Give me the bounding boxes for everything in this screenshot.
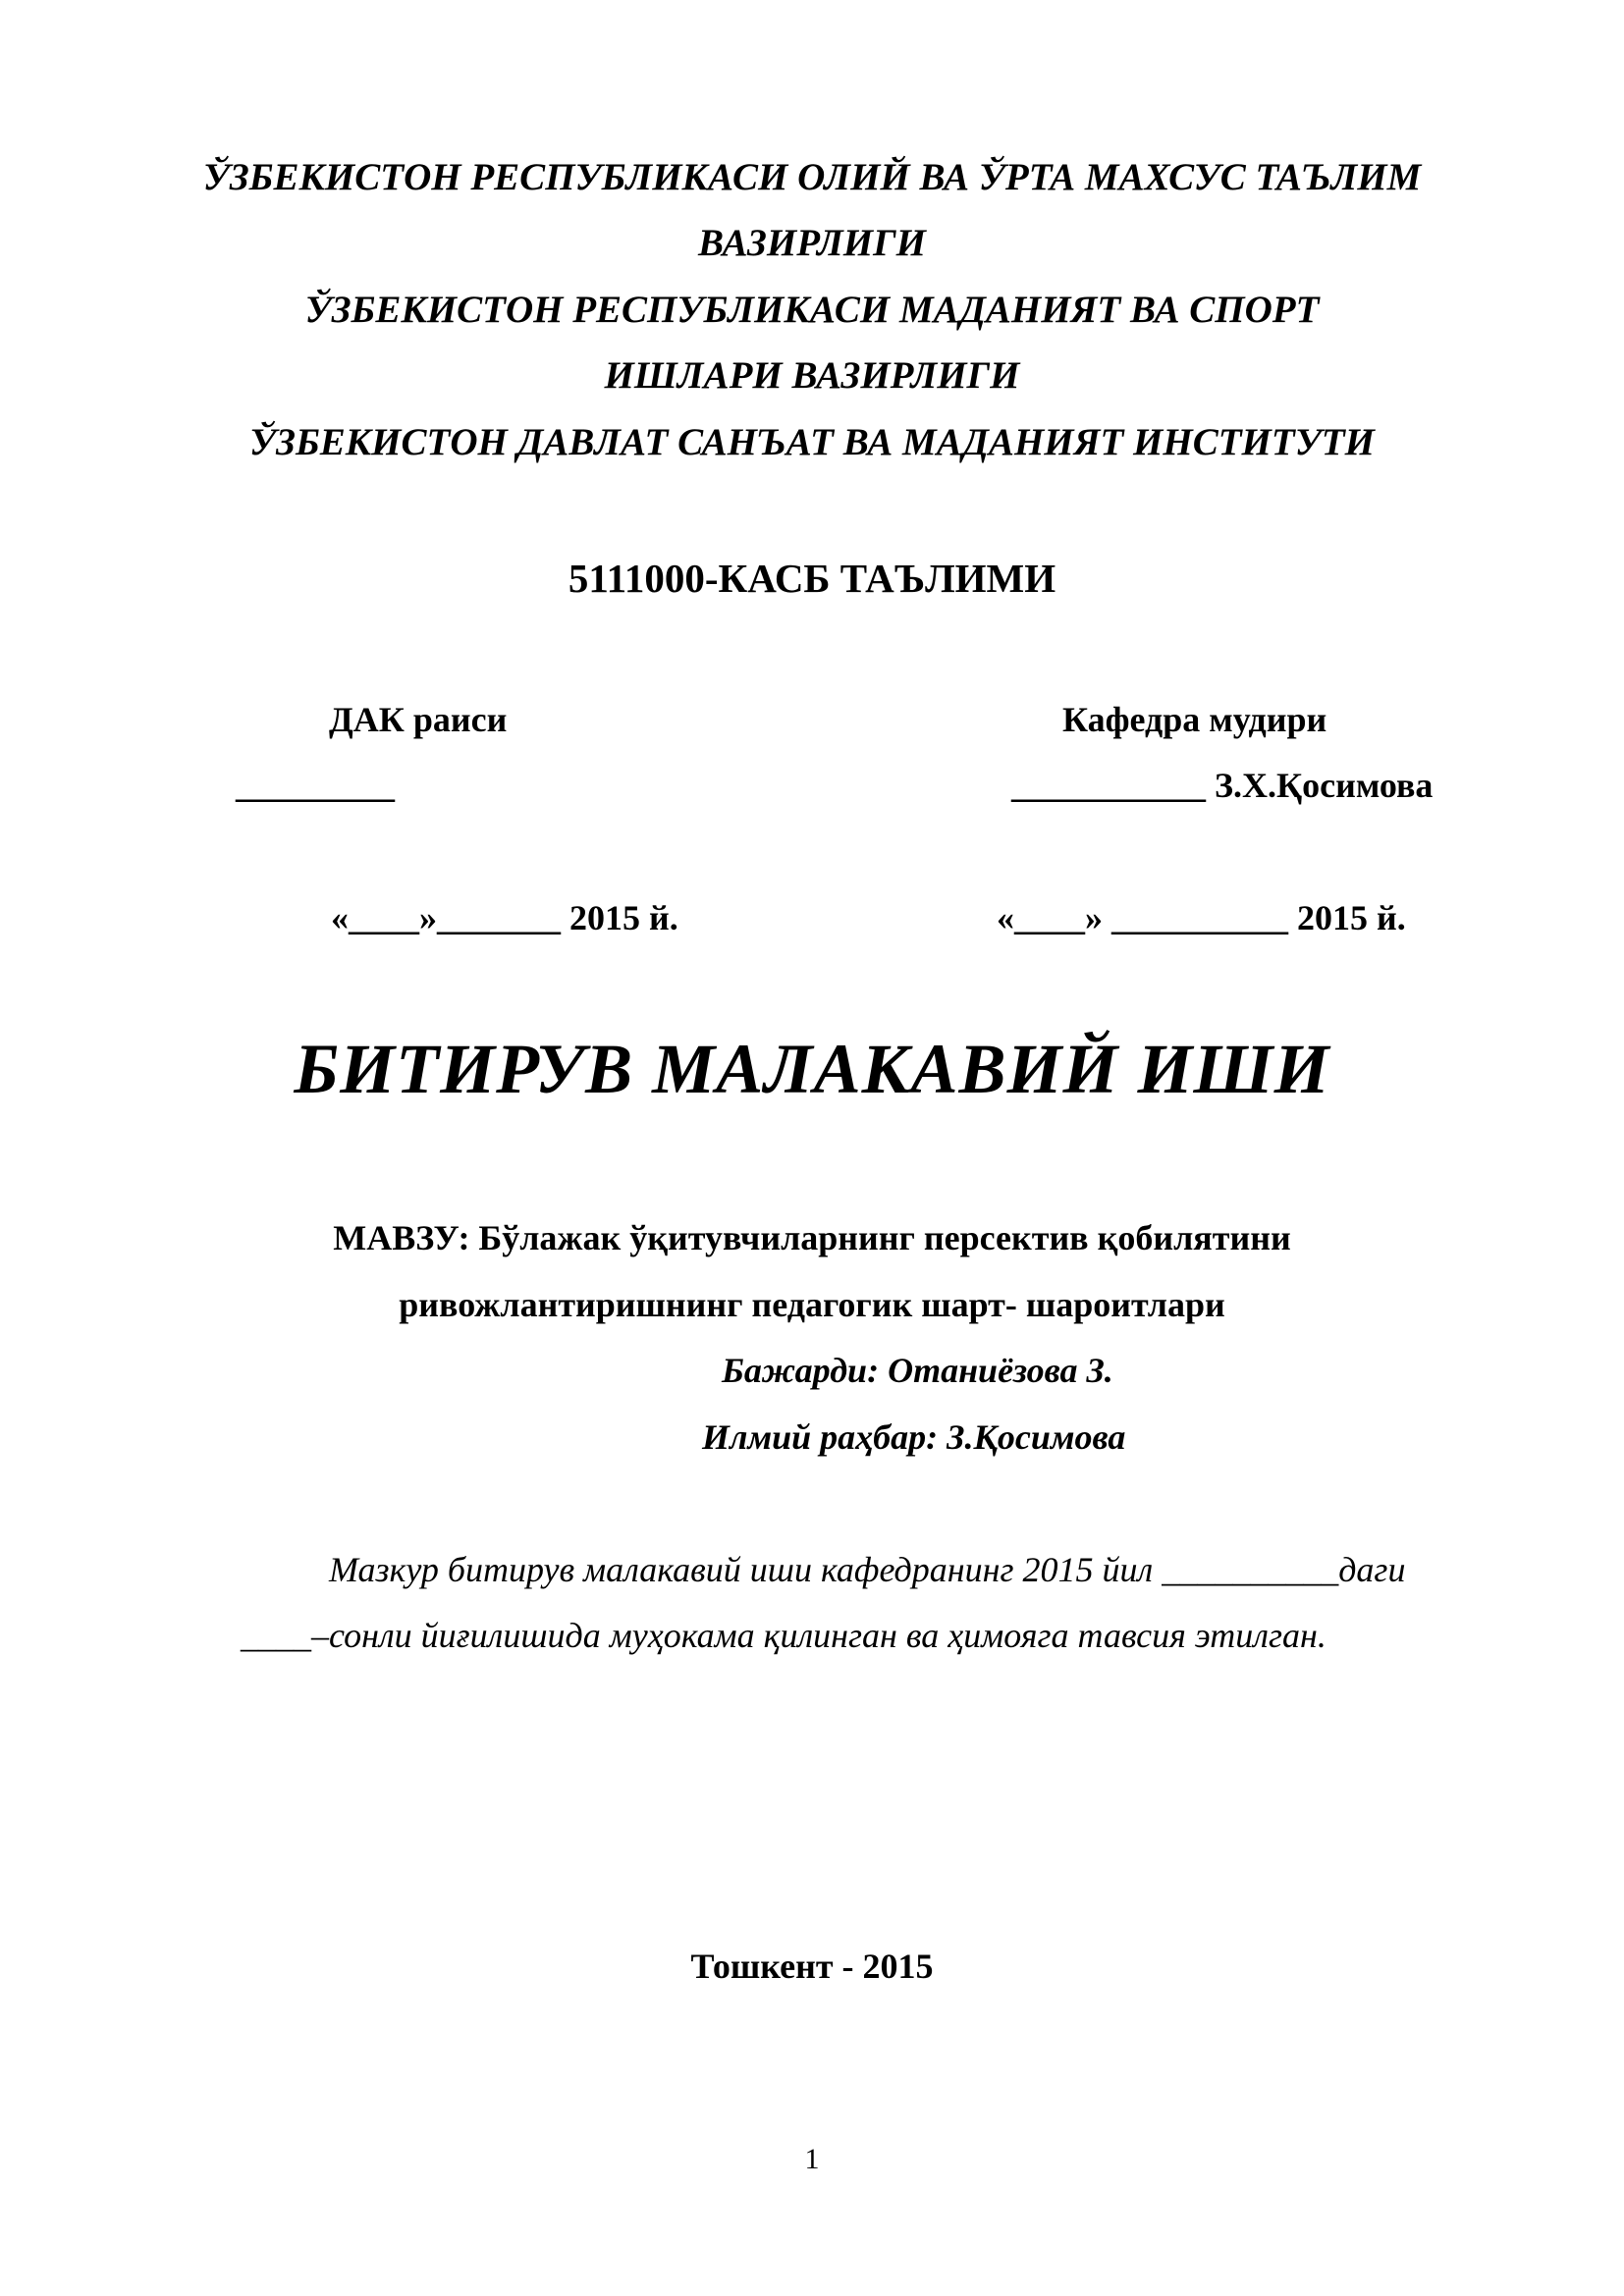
approval-line-2: ____–сонли йиғилишида муҳокама қилинган ва ҳимояга тавсия этилган. (241, 1616, 1326, 1655)
main-title: БИТИРУВ МАЛАКАВИЙ ИШИ (294, 1030, 1330, 1108)
supervisor: Илмий раҳбар: З.Қосимова (702, 1417, 1126, 1457)
header-line-2: ВАЗИРЛИГИ (698, 222, 926, 264)
header-line-3: ЎЗБЕКИСТОН РЕСПУБЛИКАСИ МАДАНИЯТ ВА СПОРТ (304, 289, 1320, 331)
header-line-1: ЎЗБЕКИСТОН РЕСПУБЛИКАСИ ОЛИЙ ВА ЎРТА МАХСУС ТАЪЛИМ (202, 156, 1422, 198)
approval-line-1: Мазкур битирув малакавий иши кафедранинг 2015 йил __________даги (329, 1550, 1406, 1589)
topic-line-1: МАВЗУ: Бўлажак ўқитувчиларнинг персектив қобилятини (333, 1218, 1291, 1257)
performed-by: Бажарди: Отаниёзова З. (722, 1351, 1113, 1390)
topic-line-2: ривожлантиришнинг педагогик шарт- шароитлари (399, 1285, 1225, 1324)
specialty-code: 5111000-КАСБ ТАЪЛИМИ (568, 556, 1056, 601)
city-year: Тошкент - 2015 (690, 1947, 934, 1986)
dak-chair-date: «____»_______ 2015 й. (331, 898, 678, 937)
dak-chair-title: ДАК раиси (329, 700, 508, 739)
department-head-title: Кафедра мудири (1062, 700, 1327, 739)
page-number: 1 (804, 2143, 820, 2175)
department-head-date: «____» __________ 2015 й. (997, 898, 1406, 937)
header-line-4: ИШЛАРИ ВАЗИРЛИГИ (604, 354, 1020, 397)
department-head-signature-line: ___________ З.Х.Қосимова (1011, 766, 1434, 805)
dak-chair-signature-line: _________ (236, 766, 395, 805)
header-line-5: ЎЗБЕКИСТОН ДАВЛАТ САНЪАТ ВА МАДАНИЯТ ИНСТИТУТИ (248, 421, 1376, 463)
